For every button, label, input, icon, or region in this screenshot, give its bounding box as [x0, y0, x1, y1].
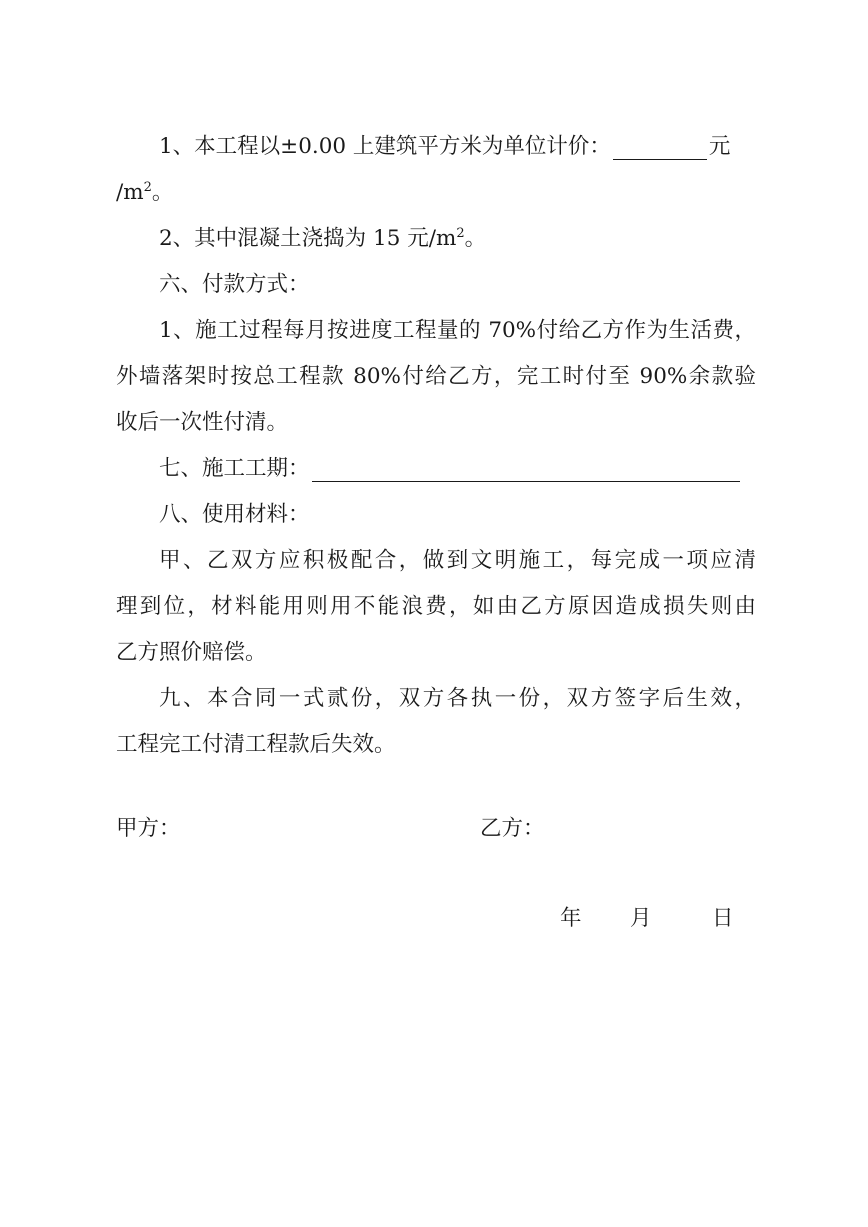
party-a-label: 甲方：	[116, 816, 181, 841]
price-blank[interactable]	[613, 134, 707, 160]
date-year-label: 年	[560, 906, 582, 931]
payment-text: 外墙落架时按总工程款 80%付给乙方，完工时付至 90%余款验	[116, 364, 756, 389]
section-9-text: 工程完工付清工程款后失效。	[116, 732, 396, 757]
section-7-title: 七、施工工期：	[116, 446, 756, 492]
clause-price-unit: $/m^2$。	[116, 180, 174, 205]
section-8-title: 八、使用材料：	[159, 502, 310, 527]
signature-row	[116, 806, 756, 852]
payment-text: 1、施工过程每月按进度工程量的 70%付给乙方作为生活费，	[159, 318, 756, 343]
date-day-label: 日	[712, 906, 734, 931]
payment-text: 收后一次性付清。	[116, 410, 289, 435]
section-9-text: 九、本合同一式贰份，双方各执一份，双方签字后生效，	[159, 686, 756, 711]
contract-body	[116, 124, 756, 768]
clause-price: 1、本工程以±0.00 上建筑平方米为单位计价： 元	[159, 134, 731, 159]
date-month-label: 月	[630, 906, 652, 931]
materials-text: 理到位，材料能用则用不能浪费，如由乙方原因造成损失则由	[116, 594, 756, 619]
materials-text: 甲、乙双方应积极配合，做到文明施工，每完成一项应清	[159, 548, 756, 573]
materials-text: 乙方照价赔偿。	[116, 640, 267, 665]
signing-date	[560, 896, 734, 942]
clause-concrete: 2、其中混凝土浇捣为 15 元$/m^2$。	[159, 226, 487, 251]
section-6-title: 六、付款方式：	[159, 272, 310, 297]
party-b-label: 乙方：	[480, 816, 545, 841]
construction-period-blank[interactable]	[312, 456, 740, 482]
